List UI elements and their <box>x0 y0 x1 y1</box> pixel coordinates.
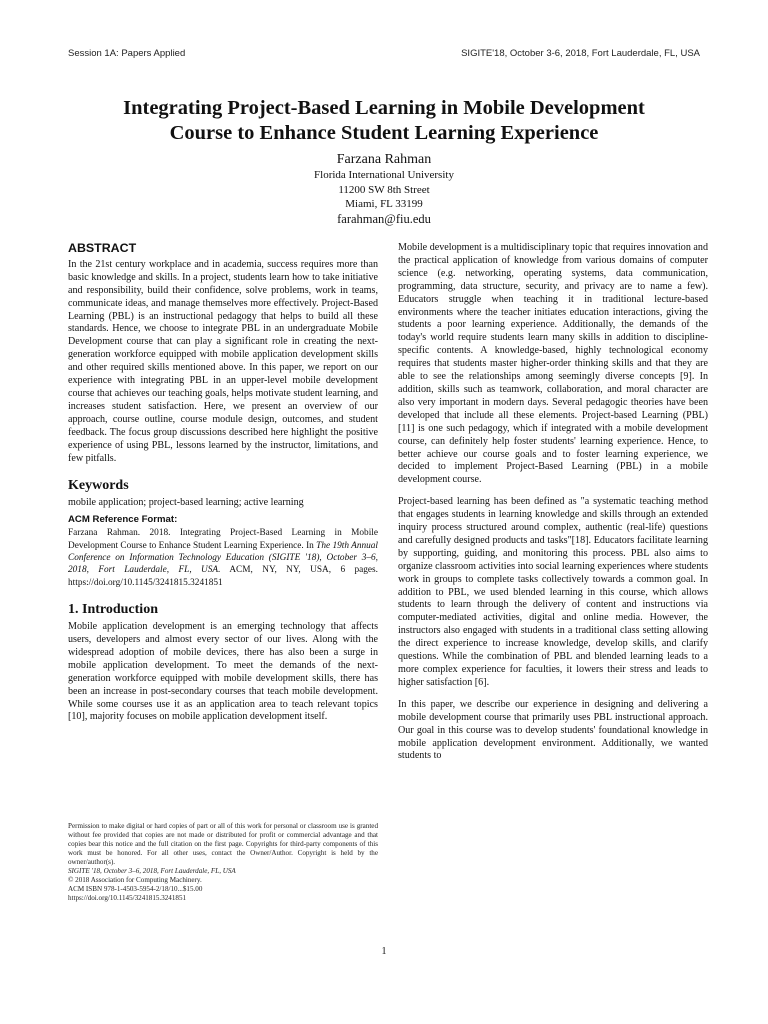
acm-reference-plain-1: Farzana Rahman. 2018. Integrating Project-Based Learning in Mobile Development Course to Enhance Student Learning Experience. In <box>68 528 378 551</box>
keywords-heading: Keywords <box>68 478 129 494</box>
page-number: 1 <box>381 946 387 957</box>
title-line-1: Integrating Project-Based Learning in Mobile Development <box>123 97 645 119</box>
author-affiliation: Florida International University <box>314 169 454 181</box>
abstract-text: In the 21st century workplace and in academia, success requires more than basic knowledge and skills. In a project, students learn how to take initiative and responsibility, build their confidence, solve problems, work in teams, communicate ideas, and manage themselves more effectively. Project-Based Learning (PBL) is an instructional pedagogy that helps to build all these standards. Hence, we choose to integrate PBL in an undergraduate Mobile Development course that can play a significant role in creating the next-generation workforce equipped with mobile application development skills and other required skills mentioned above. In this paper, we report on our experience with integrating PBL in an upper-level mobile development course that achieves our teaching goals, helps motivate student learning, and increases student satisfaction. Here, we present an overview of our approach, course outline, course module design, outcomes, and student feedback. The focus group discussions described here highlight the positive experience of using PBL, lessons learned by the instructor, limitations, and few pitfalls. <box>68 258 378 464</box>
acm-reference-heading: ACM Reference Format: <box>68 514 178 526</box>
abstract-heading: ABSTRACT <box>68 241 137 255</box>
running-header-left: Session 1A: Papers Applied <box>68 48 186 59</box>
author-name: Farzana Rahman <box>336 152 432 167</box>
left-column <box>68 242 378 724</box>
acm-reference-plain-2: ACM, NY, NY, USA, 6 pages. https://doi.org/10.1145/3241815.3241851 <box>68 565 378 588</box>
introduction-heading: 1. Introduction <box>68 602 158 618</box>
permission-copyright: © 2018 Association for Computing Machinery. <box>68 876 202 884</box>
title-block <box>60 96 708 227</box>
right-paragraph-3: In this paper, we describe our experience in designing and delivering a mobile development course that primarily uses PBL instructional approach. Our goal in this course was to develop students' foundational knowledge in mobile application development environment. Additionally, we wanted students to <box>398 698 708 762</box>
permission-block <box>68 822 378 903</box>
paper-title <box>60 96 708 146</box>
author-street: 11200 SW 8th Street <box>338 183 430 196</box>
right-paragraph-2: Project-based learning has been defined as "a systematic teaching method that engages students in learning knowledge and skills through an extended inquiry process structured around complex, authentic (real-life) questions and carefully designed products and tasks"[18]. Educators facilitate learning by supporting, guiding, and monitoring this process. PBL also aims to organize classroom activities into social learning experiences where students work in groups to complete tasks collectively towards a common goal. In addition to PBL, we used blended learning in this course, which allows students to learn through the delivery of content and instructions via computer-mediated activities, digital and online media. However, the instructors also engaged with students in a traditional class setting allowing the direct experience to increase knowledge, develop skills, and clarify questions. While the combination of PBL and blended learning leads to a more complex experience for faculties, it lowers their stress and leads to higher satisfaction [6]. <box>398 496 708 688</box>
permission-venue: SIGITE '18, October 3–6, 2018, Fort Lauderdale, FL, USA <box>68 867 236 875</box>
right-paragraph-1: Mobile development is a multidisciplinary topic that requires innovation and the practical application of knowledge from various domains of computer science (e.g. networking, operating systems, data communication, programming, data structure, security, and privacy are to name a few). Educators struggle when teaching it in traditional lecture-based environments where the teacher initiates education interactions, giving the students a poor learning experience. Additionally, the demands of the today's world require students learn many skills in addition to discipline-specific contents. A knowledge-based, highly technological economy requires that students master higher-order thinking skills and that they are able to see the relationships among seemingly diverse concepts [9]. In addition, skills such as teamwork, collaboration, and moral character are also very important in modern days. Several pedagogic theories have been developed that include all these elements. Project-based Learning (PBL) [11] is one such pedagogy, which if integrated with a mobile development course, can definitely help foster students' learning experience. Hence, to better achieve our course goals and to foster learning experience, we decided to implement Project-Based Learning (PBL) in a mobile development course. <box>398 242 708 486</box>
acm-reference-text <box>68 527 378 589</box>
permission-doi[interactable]: https://doi.org/10.1145/3241815.3241851 <box>68 894 187 902</box>
introduction-text: Mobile application development is an emerging technology that affects users, developers and almost every sector of our lives. Along with the widespread adoption of mobile devices, there has also been a surge in mobile application development. To meet the demands of the next-generation workforce equipped with mobile development skills, there has been an increase in post-secondary courses that teach mobile development. While some courses use it as an application area to teach relevant topics [10], majority focuses on mobile application development itself. <box>68 621 378 723</box>
permission-isbn: ACM ISBN 978-1-4503-5954-2/18/10...$15.00 <box>68 885 203 893</box>
author-email[interactable]: farahman@fiu.edu <box>337 211 431 226</box>
acm-reference-venue: The 19th Annual Conference on Information Technology Education (SIGITE '18), October 3–6, 2018, Fort Lauderdale, FL, USA. <box>68 540 379 576</box>
right-column <box>398 242 708 763</box>
running-header-right: SIGITE'18, October 3-6, 2018, Fort Lauderdale, FL, USA <box>461 48 700 59</box>
author-city: Miami, FL 33199 <box>345 198 423 210</box>
keywords-text: mobile application; project-based learning; active learning <box>68 497 304 509</box>
permission-text: Permission to make digital or hard copies of part or all of this work for personal or classroom use is granted without fee provided that copies are not made or distributed for profit or commercial advantage and that copies bear this notice and the full citation on the first page. Copyrights for third-party components of this work must be honored. For all other uses, contact the Owner/Author. Copyright is held by the owner/author(s). <box>68 822 378 866</box>
title-line-2: Course to Enhance Student Learning Experience <box>169 122 599 144</box>
